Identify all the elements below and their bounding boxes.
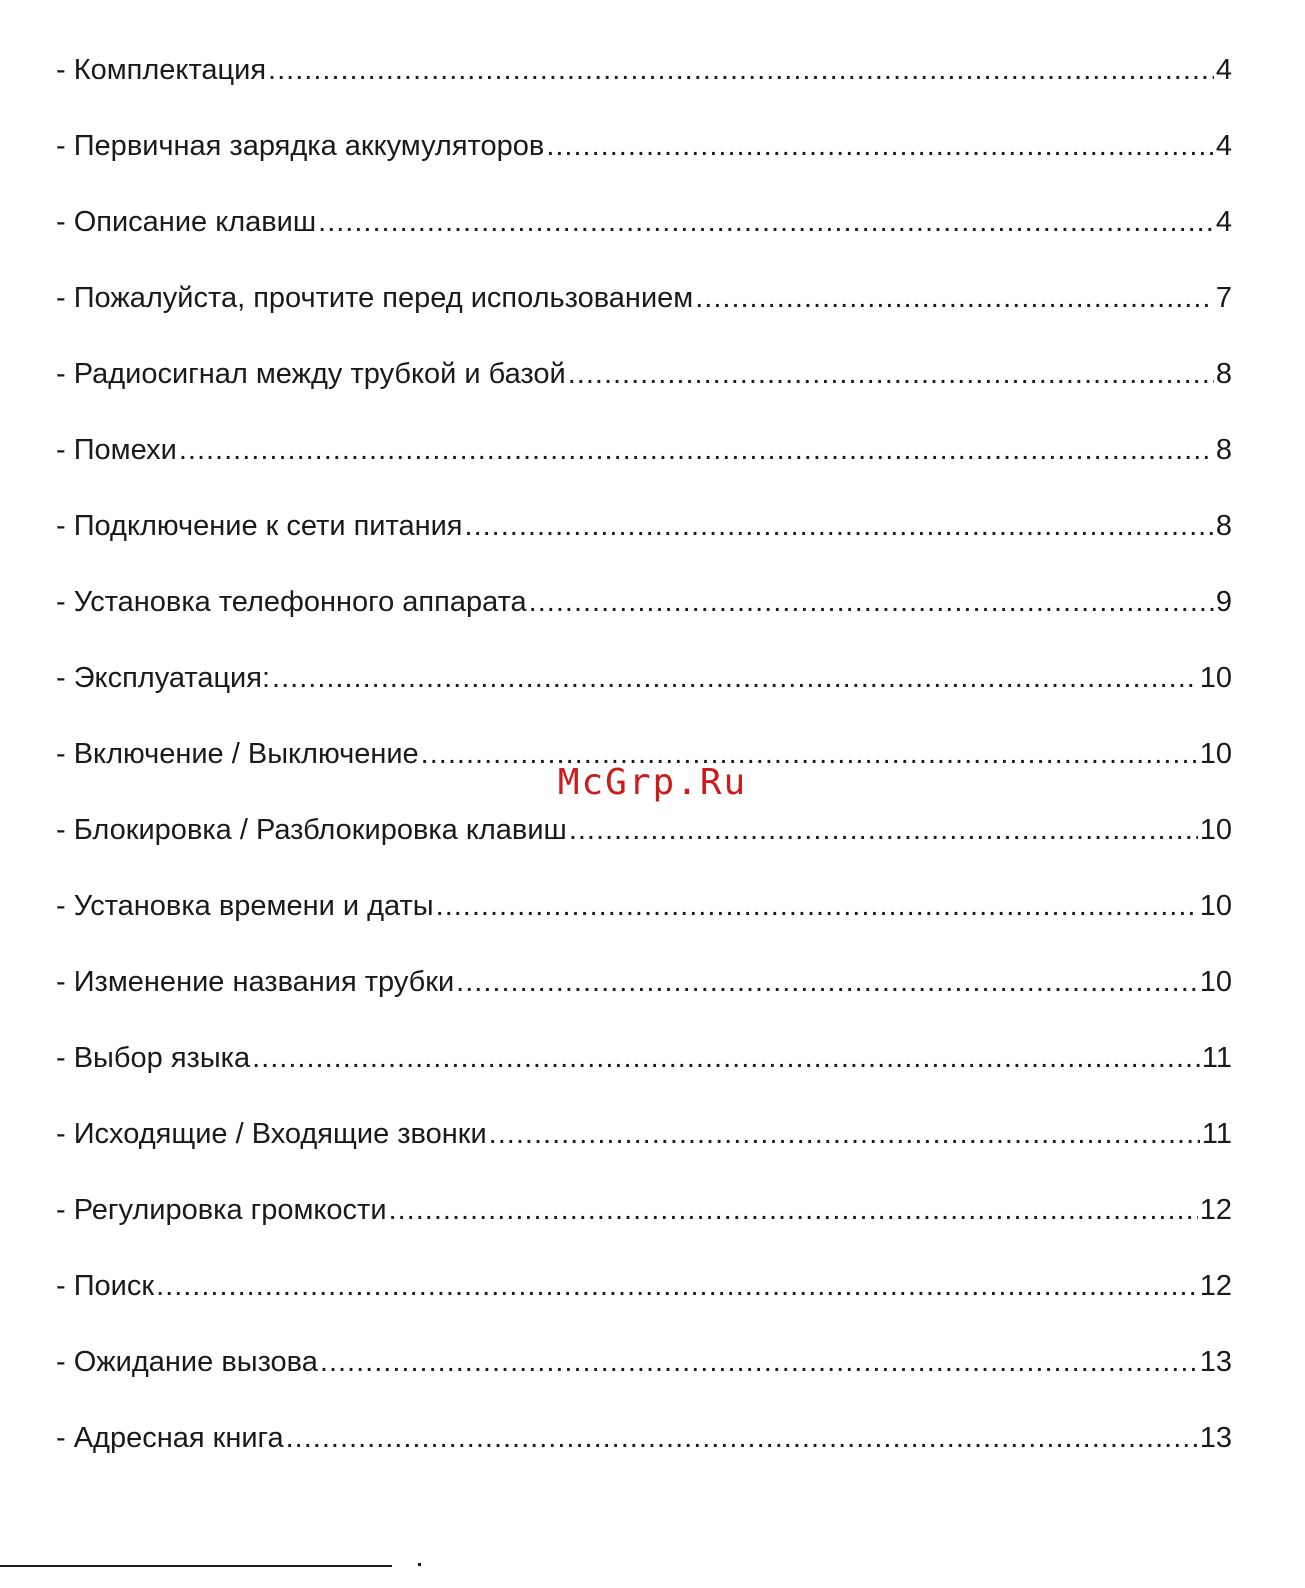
toc-dot-leader [320, 1338, 1198, 1386]
toc-page-number: 12 [1199, 1194, 1232, 1226]
footer-dot [418, 1563, 421, 1566]
toc-entry[interactable] [56, 654, 1232, 730]
toc-page-number: 10 [1199, 814, 1232, 846]
toc-page-number: 9 [1215, 586, 1232, 618]
toc-page-number: 7 [1215, 282, 1232, 314]
toc-dot-leader [465, 502, 1214, 550]
toc-entry[interactable] [56, 122, 1232, 198]
toc-entry[interactable] [56, 1110, 1232, 1186]
toc-page-number: 4 [1215, 206, 1232, 238]
toc-entry-title: - Установка телефонного аппарата [56, 586, 527, 618]
toc-dot-leader [546, 122, 1214, 170]
toc-page-number: 4 [1215, 54, 1232, 86]
toc-entry-title: - Выбор языка [56, 1042, 251, 1074]
toc-entry-title: - Установка времени и даты [56, 890, 434, 922]
toc-dot-leader [268, 46, 1214, 94]
toc-entry[interactable] [56, 1034, 1232, 1110]
toc-entry[interactable] [56, 578, 1232, 654]
toc-page-number: 10 [1199, 738, 1232, 770]
toc-dot-leader [179, 426, 1214, 474]
toc-page-number: 11 [1201, 1118, 1232, 1150]
toc-entry-title: - Регулировка громкости [56, 1194, 387, 1226]
toc-dot-leader [272, 654, 1198, 702]
toc-dot-leader [569, 806, 1198, 854]
toc-dot-leader [252, 1034, 1200, 1082]
toc-entry-title: - Включение / Выключение [56, 738, 419, 770]
toc-entry[interactable] [56, 1262, 1232, 1338]
toc-page-number: 12 [1199, 1270, 1232, 1302]
toc-dot-leader [389, 1186, 1198, 1234]
toc-entry-title: - Первичная зарядка аккумуляторов [56, 130, 545, 162]
toc-entry[interactable] [56, 46, 1232, 122]
toc-dot-leader [421, 730, 1198, 778]
toc-entry-title: - Пожалуйста, прочтите перед использованием [56, 282, 694, 314]
toc-entry-title: - Эксплуатация: [56, 662, 271, 694]
toc-page-number: 10 [1199, 966, 1232, 998]
toc-dot-leader [568, 350, 1214, 398]
toc-page-number: 13 [1199, 1422, 1232, 1454]
toc-entry-title: - Исходящие / Входящие звонки [56, 1118, 487, 1150]
toc-page-number: 8 [1215, 510, 1232, 542]
toc-entry[interactable] [56, 806, 1232, 882]
toc-entry[interactable] [56, 274, 1232, 350]
toc-entry[interactable] [56, 426, 1232, 502]
toc-page-number: 10 [1199, 890, 1232, 922]
toc-entry-title: - Радиосигнал между трубкой и базой [56, 358, 566, 390]
toc-dot-leader [529, 578, 1214, 626]
toc-entry[interactable] [56, 1338, 1232, 1414]
toc-entry-title: - Помехи [56, 434, 177, 466]
toc-page-number: 13 [1199, 1346, 1232, 1378]
toc-entry-title: - Комплектация [56, 54, 267, 86]
toc-entry-title: - Изменение названия трубки [56, 966, 455, 998]
toc-dot-leader [695, 274, 1214, 322]
toc-page-number: 8 [1215, 358, 1232, 390]
toc-entry[interactable] [56, 1414, 1232, 1490]
toc-entry-title: - Ожидание вызова [56, 1346, 318, 1378]
table-of-contents [56, 46, 1232, 1490]
toc-entry-title: - Поиск [56, 1270, 155, 1302]
toc-entry-title: - Подключение к сети питания [56, 510, 463, 542]
toc-dot-leader [156, 1262, 1198, 1310]
toc-entry-title: - Блокировка / Разблокировка клавиш [56, 814, 567, 846]
toc-dot-leader [286, 1414, 1198, 1462]
footer-rule [0, 1565, 392, 1567]
toc-dot-leader [318, 198, 1214, 246]
toc-entry[interactable] [56, 350, 1232, 426]
watermark-text: McGrp.Ru [557, 762, 748, 803]
toc-entry-title: - Адресная книга [56, 1422, 284, 1454]
toc-dot-leader [436, 882, 1198, 930]
toc-entry[interactable] [56, 198, 1232, 274]
toc-page-number: 10 [1199, 662, 1232, 694]
toc-page-number: 8 [1215, 434, 1232, 466]
toc-entry[interactable] [56, 882, 1232, 958]
toc-page-number: 4 [1215, 130, 1232, 162]
toc-entry[interactable] [56, 502, 1232, 578]
toc-entry[interactable] [56, 730, 1232, 806]
toc-entry[interactable] [56, 958, 1232, 1034]
toc-dot-leader [489, 1110, 1200, 1158]
toc-entry-title: - Описание клавиш [56, 206, 317, 238]
toc-dot-leader [456, 958, 1198, 1006]
toc-entry[interactable] [56, 1186, 1232, 1262]
toc-page-number: 11 [1201, 1042, 1232, 1074]
